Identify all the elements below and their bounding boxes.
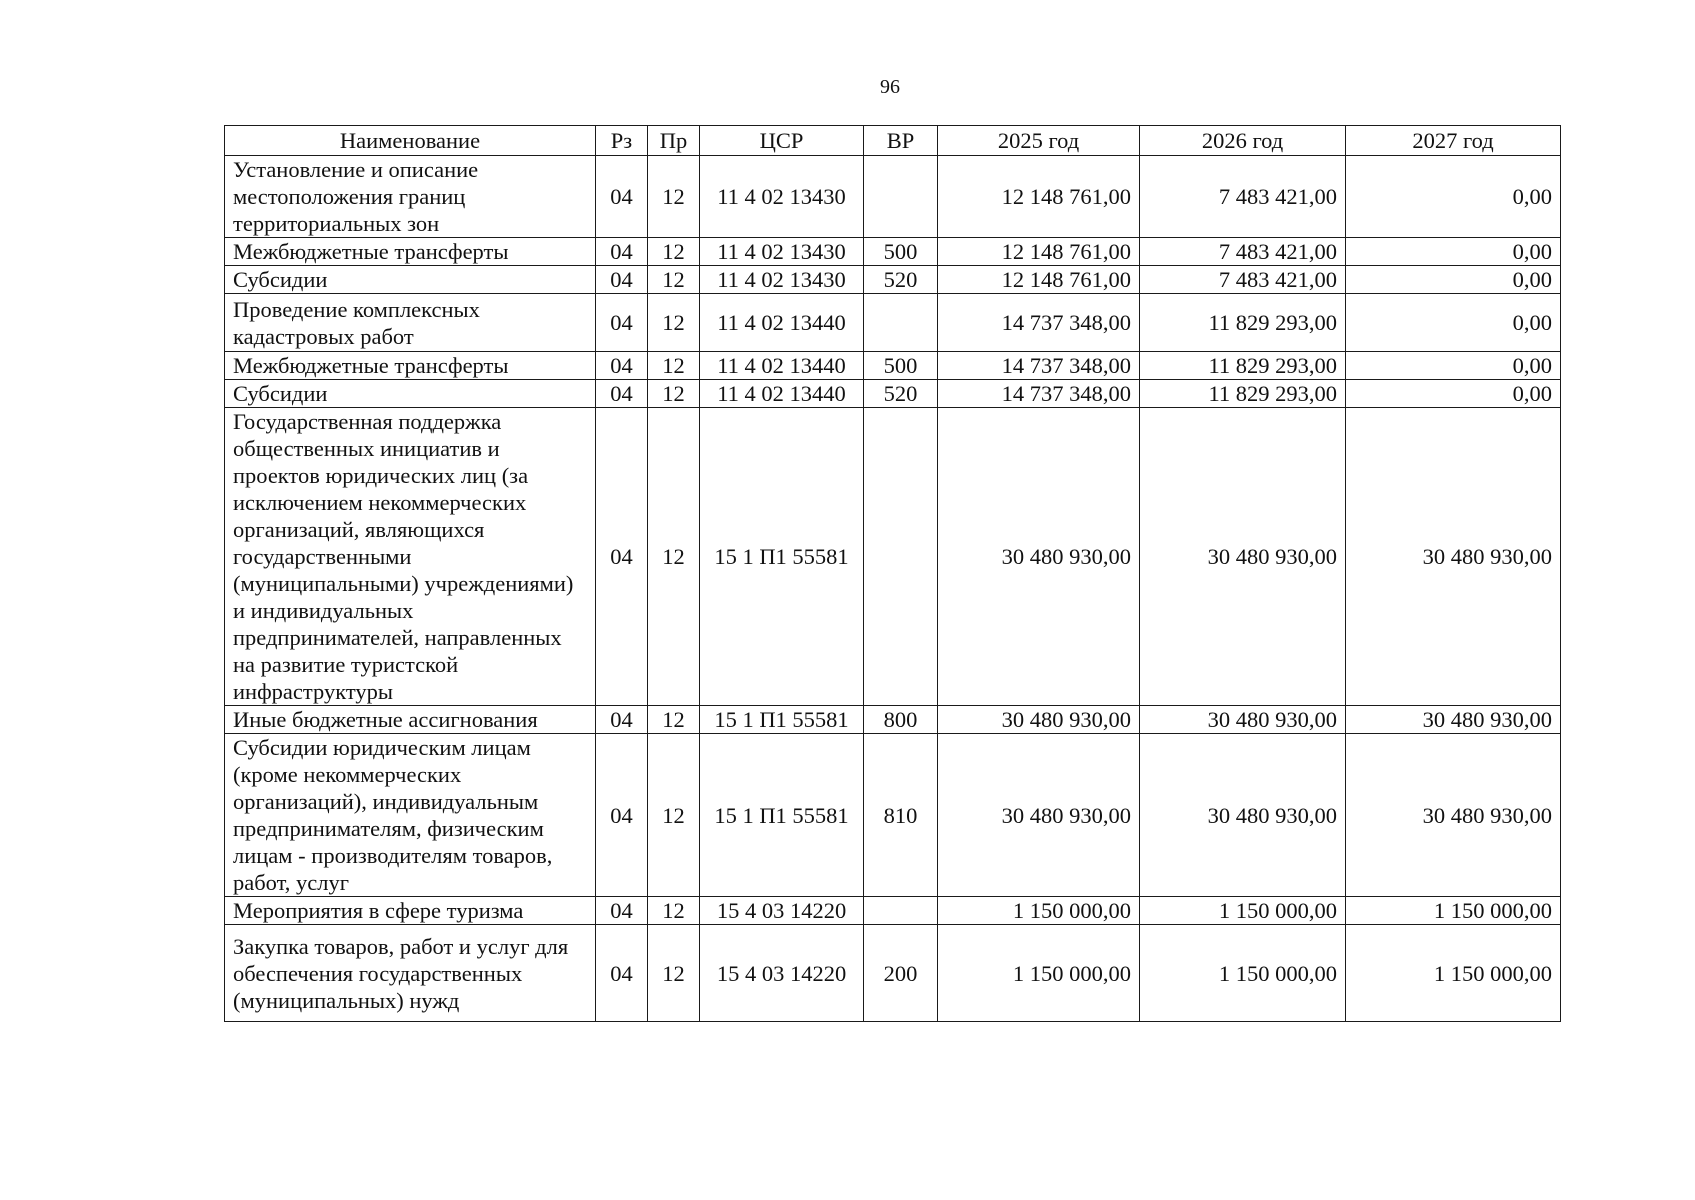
- budget-table: [224, 125, 1561, 1022]
- cell-2027: 0,00: [1346, 352, 1561, 380]
- table-row: [225, 352, 1561, 380]
- cell-2027: 0,00: [1346, 156, 1561, 238]
- cell-2027: 0,00: [1346, 266, 1561, 294]
- cell-pr: 12: [648, 238, 700, 266]
- cell-name: Межбюджетные трансферты: [225, 352, 596, 380]
- cell-name: Субсидии: [225, 266, 596, 294]
- table-row: [225, 897, 1561, 925]
- cell-csr: 11 4 02 13440: [700, 294, 864, 352]
- cell-csr: 11 4 02 13430: [700, 266, 864, 294]
- cell-rz: 04: [596, 408, 648, 706]
- table-header-row: [225, 126, 1561, 156]
- cell-vr: 500: [864, 238, 938, 266]
- cell-rz: 04: [596, 925, 648, 1022]
- cell-csr: 15 1 П1 55581: [700, 408, 864, 706]
- cell-rz: 04: [596, 380, 648, 408]
- table-row: [225, 706, 1561, 734]
- cell-vr: [864, 156, 938, 238]
- cell-2025: 14 737 348,00: [938, 352, 1140, 380]
- cell-rz: 04: [596, 238, 648, 266]
- table-row: [225, 294, 1561, 352]
- cell-2025: 1 150 000,00: [938, 897, 1140, 925]
- cell-2026: 11 829 293,00: [1140, 352, 1346, 380]
- cell-2027: 30 480 930,00: [1346, 734, 1561, 897]
- cell-2025: 14 737 348,00: [938, 380, 1140, 408]
- cell-2027: 0,00: [1346, 238, 1561, 266]
- cell-pr: 12: [648, 897, 700, 925]
- cell-2027: 30 480 930,00: [1346, 408, 1561, 706]
- table-row: [225, 408, 1561, 706]
- cell-name: Закупка товаров, работ и услуг для обеспечения государственных (муниципальных) нужд: [225, 925, 596, 1022]
- cell-name: Мероприятия в сфере туризма: [225, 897, 596, 925]
- cell-2026: 7 483 421,00: [1140, 266, 1346, 294]
- header-2026: 2026 год: [1140, 126, 1346, 156]
- cell-vr: 810: [864, 734, 938, 897]
- header-csr: ЦСР: [700, 126, 864, 156]
- cell-pr: 12: [648, 925, 700, 1022]
- cell-2025: 30 480 930,00: [938, 706, 1140, 734]
- cell-vr: 800: [864, 706, 938, 734]
- cell-2026: 11 829 293,00: [1140, 294, 1346, 352]
- cell-2026: 7 483 421,00: [1140, 156, 1346, 238]
- cell-vr: 520: [864, 380, 938, 408]
- cell-rz: 04: [596, 352, 648, 380]
- cell-2025: 1 150 000,00: [938, 925, 1140, 1022]
- cell-2027: 0,00: [1346, 294, 1561, 352]
- cell-pr: 12: [648, 266, 700, 294]
- cell-pr: 12: [648, 408, 700, 706]
- cell-vr: 520: [864, 266, 938, 294]
- cell-rz: 04: [596, 706, 648, 734]
- table-row: [225, 238, 1561, 266]
- cell-2026: 1 150 000,00: [1140, 897, 1346, 925]
- cell-2025: 30 480 930,00: [938, 408, 1140, 706]
- header-2025: 2025 год: [938, 126, 1140, 156]
- cell-2025: 12 148 761,00: [938, 266, 1140, 294]
- cell-csr: 15 4 03 14220: [700, 925, 864, 1022]
- cell-vr: [864, 294, 938, 352]
- cell-pr: 12: [648, 352, 700, 380]
- table-row: [225, 156, 1561, 238]
- table-row: [225, 734, 1561, 897]
- header-name: Наименование: [225, 126, 596, 156]
- cell-rz: 04: [596, 897, 648, 925]
- cell-2026: 7 483 421,00: [1140, 238, 1346, 266]
- cell-2027: 0,00: [1346, 380, 1561, 408]
- cell-rz: 04: [596, 734, 648, 897]
- cell-rz: 04: [596, 266, 648, 294]
- cell-name: Субсидии: [225, 380, 596, 408]
- cell-2027: 30 480 930,00: [1346, 706, 1561, 734]
- header-vr: ВР: [864, 126, 938, 156]
- cell-2027: 1 150 000,00: [1346, 925, 1561, 1022]
- cell-name: Иные бюджетные ассигнования: [225, 706, 596, 734]
- cell-name: Государственная поддержка общественных инициатив и проектов юридических лиц (за исключением некоммерческих организаций, являющихся государственными (муниципальными) учреждениями) и индивидуальных предпринимателей, направленных на развитие туристской инфраструктуры: [225, 408, 596, 706]
- table-row: [225, 380, 1561, 408]
- cell-2026: 30 480 930,00: [1140, 706, 1346, 734]
- cell-name: Межбюджетные трансферты: [225, 238, 596, 266]
- cell-pr: 12: [648, 380, 700, 408]
- cell-2027: 1 150 000,00: [1346, 897, 1561, 925]
- table-row: [225, 266, 1561, 294]
- cell-2026: 11 829 293,00: [1140, 380, 1346, 408]
- cell-csr: 11 4 02 13440: [700, 352, 864, 380]
- cell-2025: 14 737 348,00: [938, 294, 1140, 352]
- cell-2025: 12 148 761,00: [938, 156, 1140, 238]
- cell-vr: [864, 408, 938, 706]
- cell-pr: 12: [648, 734, 700, 897]
- cell-csr: 15 1 П1 55581: [700, 706, 864, 734]
- cell-vr: [864, 897, 938, 925]
- cell-csr: 15 1 П1 55581: [700, 734, 864, 897]
- cell-pr: 12: [648, 706, 700, 734]
- cell-rz: 04: [596, 156, 648, 238]
- cell-name: Установление и описание местоположения границ территориальных зон: [225, 156, 596, 238]
- header-pr: Пр: [648, 126, 700, 156]
- cell-csr: 11 4 02 13430: [700, 156, 864, 238]
- page-number: 96: [880, 76, 900, 98]
- cell-vr: 500: [864, 352, 938, 380]
- cell-name: Проведение комплексных кадастровых работ: [225, 294, 596, 352]
- cell-name: Субсидии юридическим лицам (кроме некоммерческих организаций), индивидуальным предпринимателям, физическим лицам - производителям товаров, работ, услуг: [225, 734, 596, 897]
- table-row: [225, 925, 1561, 1022]
- header-2027: 2027 год: [1346, 126, 1561, 156]
- cell-pr: 12: [648, 156, 700, 238]
- cell-pr: 12: [648, 294, 700, 352]
- cell-2026: 30 480 930,00: [1140, 734, 1346, 897]
- cell-2025: 30 480 930,00: [938, 734, 1140, 897]
- cell-2025: 12 148 761,00: [938, 238, 1140, 266]
- cell-vr: 200: [864, 925, 938, 1022]
- cell-rz: 04: [596, 294, 648, 352]
- cell-csr: 15 4 03 14220: [700, 897, 864, 925]
- header-rz: Рз: [596, 126, 648, 156]
- cell-2026: 1 150 000,00: [1140, 925, 1346, 1022]
- cell-csr: 11 4 02 13440: [700, 380, 864, 408]
- cell-csr: 11 4 02 13430: [700, 238, 864, 266]
- cell-2026: 30 480 930,00: [1140, 408, 1346, 706]
